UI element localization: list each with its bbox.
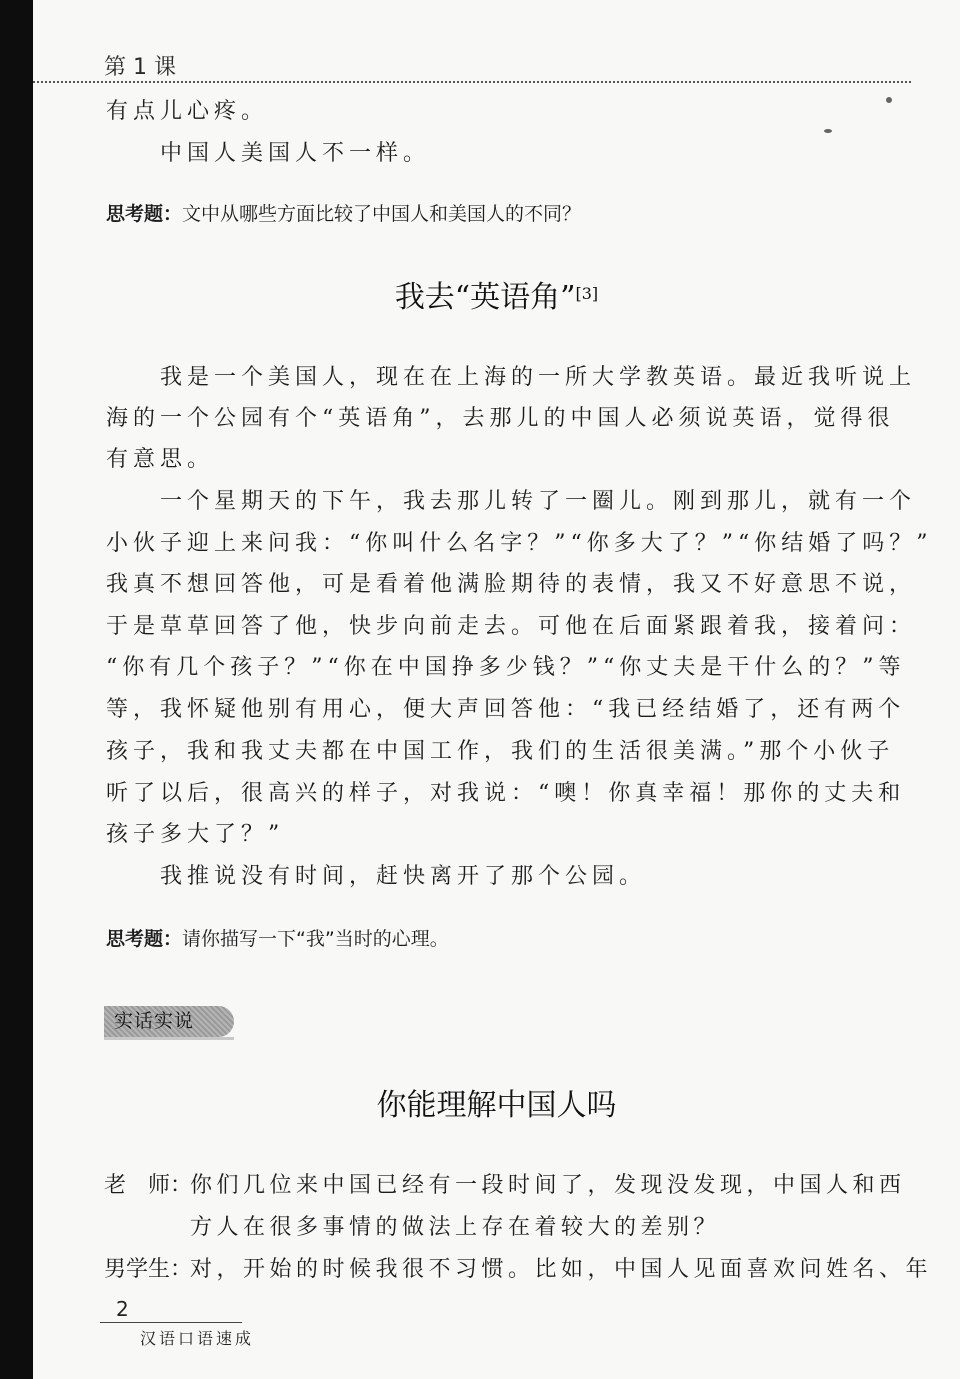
section-title: 你能理解中国人吗 [376,1088,617,1123]
page-number: 2 [116,1297,129,1321]
dialogue-line: 方人在很多事情的做法上存在着较大的差别？ [190,1215,721,1240]
article-line: 我真不想回答他，可是看着他满脸期待的表情，我又不好意思不说， [106,572,917,597]
body-text-line: 中国人美国人不一样。 [160,141,431,166]
dialogue-line: 你们几位来中国已经有一段时间了，发现没发现，中国人和西 [190,1173,906,1198]
discussion-question-2 [106,926,449,952]
section-tag: 实话实说 [104,1006,234,1037]
article-line: 小伙子迎上来问我：“你叫什么名字？”“你多大了？”“你结婚了吗？” [106,531,933,556]
footer-rule [100,1322,242,1323]
footnote-marker: [3] [575,284,599,303]
header-rule [33,81,911,83]
question-label: 思考题： [106,203,183,225]
question-label: 思考题： [106,928,183,950]
article-line: “你有几个孩子？”“你在中国挣多少钱？”“你丈夫是干什么的？”等 [106,655,906,680]
scan-dark-edge [0,0,33,1379]
scan-speck [824,129,832,133]
article-line: 等，我怀疑他别有用心，便大声回答他：“我已经结婚了，还有两个 [106,697,906,722]
dialogue-line: 对，开始的时候我很不习惯。比如，中国人见面喜欢问姓名、年 [190,1257,933,1282]
article-line: 听了以后，很高兴的样子，对我说：“噢！你真幸福！那你的丈夫和 [106,781,906,806]
article-line: 孩子多大了？” [106,822,285,847]
article-line: 一个星期天的下午，我去那儿转了一圈儿。刚到那儿，就有一个 [160,489,917,514]
article-title-text: 我去“英语角” [394,280,576,315]
article-line: 我推说没有时间，赶快离开了那个公园。 [160,864,647,889]
book-title: 汉语口语速成 [140,1329,255,1348]
article-line: 孩子，我和我丈夫都在中国工作，我们的生活很美满。”那个小伙子 [106,739,895,764]
article-line: 有意思。 [106,447,215,472]
article-title [33,280,960,316]
article-line: 海的一个公园有个“英语角”，去那儿的中国人必须说英语，觉得很 [106,406,895,431]
article-line: 我是一个美国人，现在在上海的一所大学教英语。最近我听说上 [160,365,917,390]
question-text: 请你描写一下“我”当时的心理。 [182,928,449,950]
dialogue-speaker-teacher: 老 师： [104,1173,193,1198]
discussion-question-1 [106,201,581,227]
question-text: 文中从哪些方面比较了中国人和美国人的不同？ [182,203,582,225]
article-line: 于是草草回答了他，快步向前走去。可他在后面紧跟着我，接着问： [106,614,917,639]
body-text-line: 有点儿心疼。 [106,99,269,124]
dialogue-speaker-male-student: 男学生： [104,1257,193,1282]
running-header: 第 1 课 [104,55,176,80]
